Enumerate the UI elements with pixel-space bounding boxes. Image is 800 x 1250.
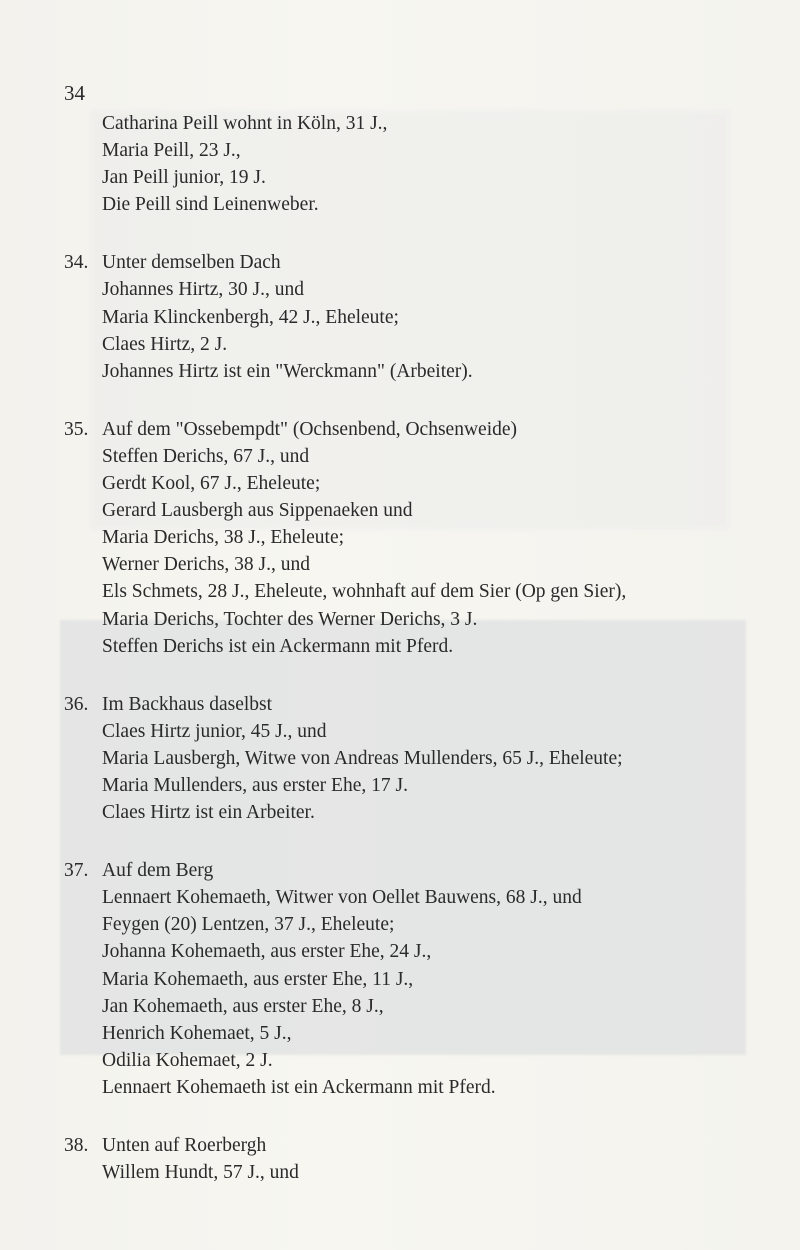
entry-heading-line [64, 1132, 764, 1159]
entry-line: Feygen (20) Lentzen, 37 J., Eheleute; [102, 914, 395, 936]
entry-number: 38. [64, 1135, 89, 1156]
entry-37 [64, 857, 764, 1101]
entry-location: Unten auf Roerbergh [102, 1135, 267, 1156]
entry-line: Maria Mullenders, aus erster Ehe, 17 J. [102, 774, 408, 796]
entry-line: Claes Hirtz junior, 45 J., und [102, 720, 327, 742]
entry-line: Jan Kohemaeth, aus erster Ehe, 8 J., [102, 995, 384, 1017]
entry-location: Im Backhaus daselbst [102, 693, 273, 715]
entry-line: Die Peill sind Leinenweber. [102, 194, 319, 216]
entry-line: Maria Lausbergh, Witwe von Andreas Mullenders, 65 J., Eheleute; [102, 747, 623, 769]
entry-heading-line [64, 249, 764, 276]
entry-number: 35. [64, 418, 89, 440]
entry-line: Maria Klinckenbergh, 42 J., Eheleute; [102, 306, 399, 328]
entry-location: Auf dem Berg [102, 860, 214, 882]
entry-number: 37. [64, 860, 89, 882]
entry-34 [64, 249, 764, 384]
entry-line: Odilia Kohemaet, 2 J. [102, 1049, 273, 1071]
entry-list [64, 110, 764, 1217]
entry-line: Lennaert Kohemaeth, Witwer von Oellet Bauwens, 68 J., und [102, 887, 582, 909]
entry-line: Maria Peill, 23 J., [102, 140, 241, 162]
entry-line: Johannes Hirtz, 30 J., und [102, 279, 305, 301]
entry-location: Auf dem "Ossebempdt" (Ochsenbend, Ochsenweide) [102, 418, 518, 440]
entry-line: Gerdt Kool, 67 J., Eheleute; [102, 473, 321, 495]
entry-line: Maria Derichs, 38 J., Eheleute; [102, 527, 345, 549]
entry-line: Steffen Derichs ist ein Ackermann mit Pferd. [102, 635, 454, 657]
entry-line: Werner Derichs, 38 J., und [102, 554, 310, 576]
entry-line: Lennaert Kohemaeth ist ein Ackermann mit Pferd. [102, 1076, 496, 1098]
entry-location: Unter demselben Dach [102, 252, 281, 274]
entry-line: Jan Peill junior, 19 J. [102, 167, 266, 189]
entry-line: Claes Hirtz, 2 J. [102, 333, 228, 355]
entry-heading-line [64, 857, 764, 884]
entry-line: Catharina Peill wohnt in Köln, 31 J., [102, 113, 388, 134]
entry-line: Claes Hirtz ist ein Arbeiter. [102, 802, 315, 824]
entry-number: 36. [64, 693, 89, 715]
page-number: 34 [64, 81, 85, 105]
entry-line: Johanna Kohemaeth, aus erster Ehe, 24 J., [102, 941, 432, 963]
entry-36 [64, 691, 764, 826]
entry-35 [64, 416, 764, 660]
entry-number: 34. [64, 252, 89, 274]
entry-heading-line [64, 416, 764, 443]
entry-line: Maria Kohemaeth, aus erster Ehe, 11 J., [102, 968, 414, 990]
entry-line: Maria Derichs, Tochter des Werner Derichs, 3 J. [102, 608, 478, 630]
entry-line: Gerard Lausbergh aus Sippenaeken und [102, 500, 413, 522]
entry-line: Els Schmets, 28 J., Eheleute, wohnhaft auf dem Sier (Op gen Sier), [102, 581, 627, 603]
entry-line: Willem Hundt, 57 J., und [102, 1162, 299, 1184]
entry-38 [64, 1132, 764, 1186]
entry-continuation [64, 110, 764, 218]
entry-line: Henrich Kohemaet, 5 J., [102, 1022, 292, 1044]
entry-line: Steffen Derichs, 67 J., und [102, 445, 310, 467]
entry-line: Johannes Hirtz ist ein "Werckmann" (Arbeiter). [102, 360, 473, 382]
entry-heading-line [64, 691, 764, 718]
